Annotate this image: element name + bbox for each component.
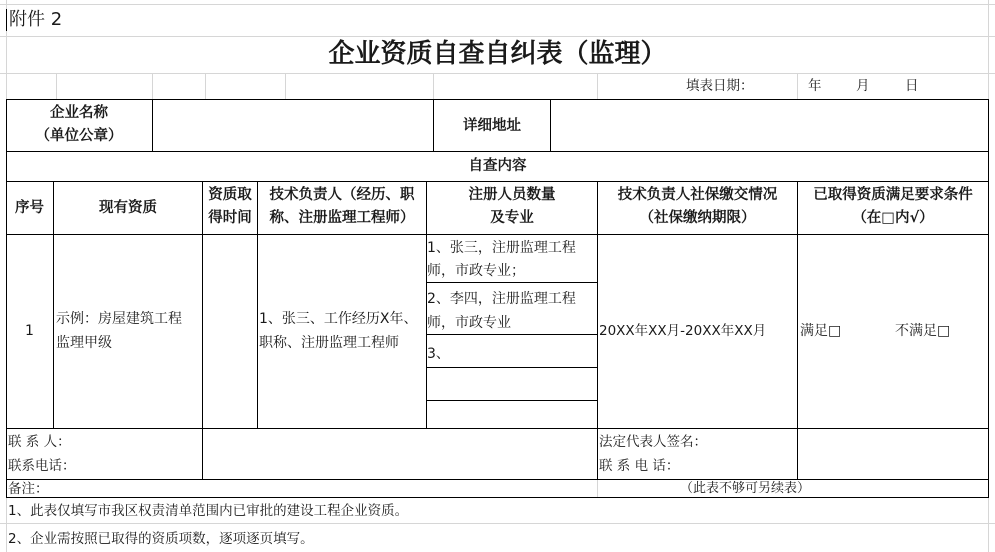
enterprise-name-label: 企业名称 <box>50 105 108 121</box>
table-border <box>53 181 54 428</box>
gridline <box>205 73 206 99</box>
row-registered-2a: 2、李四，注册监理工程 <box>427 291 576 307</box>
row-tech-lead-line-1: 1、张三、工作经历X年、 <box>259 311 418 327</box>
gridline <box>988 497 989 552</box>
table-border <box>6 234 989 235</box>
col-social-header-2: （社保缴纳期限） <box>639 210 756 226</box>
contact-person-label: 联 系 人： <box>8 434 71 450</box>
col-requirement-header-2: （在□内√） <box>852 210 934 226</box>
gridline <box>56 73 57 99</box>
col-registered-header-1: 注册人员数量 <box>468 187 556 203</box>
note-1: 1、此表仅填写市我区权责清单范围内已审批的建设工程企业资质。 <box>8 503 409 519</box>
gridline <box>597 73 598 99</box>
page-title: 企业资质自查自纠表（监理） <box>328 39 667 69</box>
row-qualification-line-2: 监理甲级 <box>56 335 112 351</box>
row-registered-1a: 1、张三，注册监理工程 <box>427 240 576 256</box>
gridline <box>0 73 995 74</box>
gridline <box>152 73 153 99</box>
continue-note: （此表不够可另续表） <box>680 481 811 496</box>
fill-date-day: 日 <box>905 78 919 94</box>
col-tech-lead-header-1: 技术负责人（经历、职 <box>269 187 415 203</box>
col-obtained-time-header-2: 得时间 <box>208 210 252 226</box>
legal-field[interactable] <box>798 429 988 479</box>
gridline <box>797 73 798 99</box>
col-obtained-time-header-1: 资质取 <box>208 187 252 203</box>
table-border <box>426 367 598 368</box>
legal-phone-label: 联 系 电 话： <box>599 458 680 474</box>
remarks-label: 备注： <box>8 481 49 497</box>
enterprise-seal-label: （单位公章） <box>35 128 123 144</box>
enterprise-name-field[interactable] <box>153 100 433 151</box>
fill-date-year: 年 <box>808 78 822 94</box>
row-seq: 1 <box>25 323 34 339</box>
table-border <box>6 181 989 182</box>
row-social: 20XX年XX月-20XX年XX月 <box>599 323 767 339</box>
legal-sign-label: 法定代表人签名： <box>599 434 707 450</box>
section-title: 自查内容 <box>468 158 527 174</box>
attachment-label: 附件 2 <box>9 9 63 30</box>
col-seq-header: 序号 <box>15 200 44 216</box>
row-registered-1b: 师，市政专业； <box>427 263 525 279</box>
note-2: 2、企业需按照已取得的资质项数，逐项逐页填写。 <box>8 531 314 547</box>
gridline <box>433 73 434 99</box>
table-border <box>6 151 989 152</box>
col-tech-lead-header-2: 称、注册监理工程师） <box>269 210 415 226</box>
address-field[interactable] <box>551 100 988 151</box>
table-border <box>426 282 598 283</box>
text-cursor <box>6 9 7 31</box>
table-border <box>426 400 598 401</box>
col-registered-header-2: 及专业 <box>490 210 534 226</box>
gridline <box>285 73 286 99</box>
address-label: 详细地址 <box>463 118 521 134</box>
row-qualification-line-1: 示例：房屋建筑工程 <box>56 311 182 327</box>
row-registered-2b: 师，市政专业 <box>427 315 511 331</box>
table-border <box>6 497 989 498</box>
col-qualification-header: 现有资质 <box>99 200 157 216</box>
row-registered-3: 3、 <box>427 346 450 362</box>
fill-date-month: 月 <box>856 78 870 94</box>
gridline <box>0 523 995 524</box>
col-requirement-header-1: 已取得资质满足要求条件 <box>813 187 973 203</box>
col-social-header-1: 技术负责人社保缴交情况 <box>617 187 778 203</box>
gridline <box>597 480 598 497</box>
table-border <box>6 479 989 480</box>
gridline <box>0 4 995 5</box>
row-tech-lead-line-2: 职称、注册监理工程师 <box>259 335 399 351</box>
fill-date-label: 填表日期： <box>686 78 754 94</box>
row-satisfied-checkbox[interactable]: 满足□ <box>800 323 842 339</box>
row-not-satisfied-checkbox[interactable]: 不满足□ <box>895 323 951 339</box>
contact-field[interactable] <box>203 429 597 479</box>
gridline <box>6 497 7 552</box>
contact-phone-label: 联系电话： <box>8 458 76 474</box>
table-border <box>426 334 598 335</box>
